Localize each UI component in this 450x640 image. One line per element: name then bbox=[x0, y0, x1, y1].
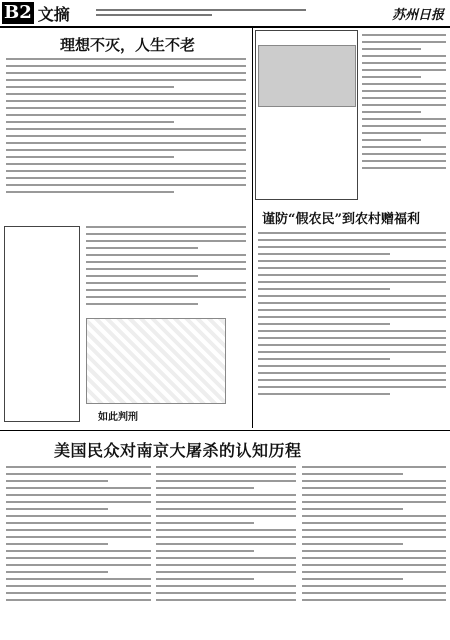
text-line bbox=[362, 34, 446, 36]
text-line bbox=[156, 543, 296, 545]
text-line bbox=[6, 121, 174, 123]
text-line bbox=[362, 160, 446, 162]
text-line bbox=[6, 114, 246, 116]
text-line bbox=[302, 592, 446, 594]
text-line bbox=[258, 358, 390, 360]
text-line bbox=[156, 515, 296, 517]
text-line bbox=[6, 72, 246, 74]
text-line bbox=[6, 522, 151, 524]
text-line bbox=[302, 585, 446, 587]
text-line bbox=[302, 522, 446, 524]
text-line bbox=[362, 111, 421, 113]
text-line bbox=[302, 480, 446, 482]
text-column bbox=[86, 226, 246, 314]
text-column bbox=[6, 58, 246, 218]
text-line bbox=[302, 494, 446, 496]
text-line bbox=[362, 125, 446, 127]
text-line bbox=[258, 393, 390, 395]
text-line bbox=[258, 316, 446, 318]
text-line bbox=[86, 226, 246, 228]
text-line bbox=[86, 303, 198, 305]
text-line bbox=[258, 330, 446, 332]
text-line bbox=[6, 184, 246, 186]
text-line bbox=[302, 515, 446, 517]
text-line bbox=[258, 267, 446, 269]
text-line bbox=[6, 592, 151, 594]
text-line bbox=[302, 501, 446, 503]
text-line bbox=[86, 261, 246, 263]
text-line bbox=[258, 351, 446, 353]
text-line bbox=[6, 135, 246, 137]
text-line bbox=[362, 153, 446, 155]
text-line bbox=[6, 177, 246, 179]
headline-bottom: 美国民众对南京大屠杀的认知历程 bbox=[54, 441, 302, 460]
text-line bbox=[6, 571, 108, 573]
text-line bbox=[156, 571, 296, 573]
text-line bbox=[6, 149, 246, 151]
text-line bbox=[258, 302, 446, 304]
text-line bbox=[362, 62, 446, 64]
text-line bbox=[156, 578, 254, 580]
text-line bbox=[6, 599, 151, 601]
placeholder-lines bbox=[156, 466, 296, 601]
text-line bbox=[6, 156, 174, 158]
text-line bbox=[6, 93, 246, 95]
text-column bbox=[6, 466, 151, 636]
text-line bbox=[362, 146, 446, 148]
text-line bbox=[6, 557, 151, 559]
text-line bbox=[302, 550, 446, 552]
photo bbox=[258, 45, 356, 107]
text-line bbox=[258, 274, 446, 276]
paper-name: 苏州日报 bbox=[391, 7, 444, 23]
text-line bbox=[258, 288, 390, 290]
text-line bbox=[302, 571, 446, 573]
text-line bbox=[156, 466, 296, 468]
text-line bbox=[6, 170, 246, 172]
text-line bbox=[302, 487, 446, 489]
placeholder-lines bbox=[86, 226, 246, 305]
text-line bbox=[86, 240, 246, 242]
placeholder-lines bbox=[302, 466, 446, 601]
text-line bbox=[302, 473, 403, 475]
text-line bbox=[156, 529, 296, 531]
meta-line bbox=[96, 9, 306, 11]
placeholder-lines bbox=[362, 34, 446, 169]
text-line bbox=[362, 90, 446, 92]
text-line bbox=[362, 167, 446, 169]
text-line bbox=[6, 163, 246, 165]
text-line bbox=[258, 344, 446, 346]
text-line bbox=[258, 253, 390, 255]
text-line bbox=[6, 473, 151, 475]
text-column bbox=[362, 34, 446, 204]
text-line bbox=[362, 97, 446, 99]
text-line bbox=[258, 295, 446, 297]
text-line bbox=[6, 501, 151, 503]
placeholder-lines bbox=[6, 466, 151, 601]
text-column bbox=[258, 232, 446, 422]
headline-right: 谨防“假农民”到农村赠福利 bbox=[262, 212, 420, 227]
text-line bbox=[156, 557, 296, 559]
text-line bbox=[6, 585, 151, 587]
text-line bbox=[156, 592, 296, 594]
text-line bbox=[362, 118, 446, 120]
text-line bbox=[362, 76, 421, 78]
text-line bbox=[302, 466, 446, 468]
text-line bbox=[6, 58, 246, 60]
text-line bbox=[86, 233, 246, 235]
text-line bbox=[156, 480, 296, 482]
text-line bbox=[362, 41, 446, 43]
text-line bbox=[6, 487, 151, 489]
text-line bbox=[258, 239, 446, 241]
text-line bbox=[362, 69, 446, 71]
masthead-meta bbox=[96, 6, 306, 19]
text-line bbox=[302, 578, 403, 580]
page-number: B2 bbox=[4, 2, 32, 23]
text-line bbox=[156, 473, 296, 475]
text-line bbox=[258, 232, 446, 234]
text-line bbox=[6, 564, 151, 566]
text-line bbox=[156, 494, 296, 496]
text-line bbox=[302, 599, 446, 601]
text-line bbox=[302, 543, 403, 545]
text-line bbox=[258, 379, 446, 381]
illustration bbox=[86, 318, 226, 404]
text-line bbox=[6, 79, 246, 81]
text-line bbox=[258, 365, 446, 367]
text-line bbox=[6, 536, 151, 538]
text-column bbox=[156, 466, 296, 636]
text-line bbox=[6, 508, 108, 510]
masthead bbox=[0, 0, 450, 28]
section-name: 文摘 bbox=[37, 4, 70, 24]
text-line bbox=[258, 309, 446, 311]
text-line bbox=[362, 104, 446, 106]
text-line bbox=[362, 48, 421, 50]
text-line bbox=[156, 550, 254, 552]
placeholder-lines bbox=[6, 58, 246, 193]
text-line bbox=[6, 543, 108, 545]
text-line bbox=[6, 578, 151, 580]
text-line bbox=[86, 289, 246, 291]
text-line bbox=[6, 128, 246, 130]
text-line bbox=[156, 508, 296, 510]
text-line bbox=[86, 268, 246, 270]
headline-middle: 如此判刑 bbox=[98, 412, 138, 423]
text-line bbox=[156, 585, 296, 587]
text-line bbox=[6, 550, 151, 552]
meta-line bbox=[96, 14, 212, 16]
text-line bbox=[86, 247, 198, 249]
text-line bbox=[6, 480, 108, 482]
text-line bbox=[6, 100, 246, 102]
text-line bbox=[362, 132, 446, 134]
text-line bbox=[258, 246, 446, 248]
text-line bbox=[6, 142, 246, 144]
text-line bbox=[6, 529, 151, 531]
text-line bbox=[6, 466, 151, 468]
text-line bbox=[156, 564, 296, 566]
text-line bbox=[156, 599, 296, 601]
text-line bbox=[86, 254, 246, 256]
text-line bbox=[302, 508, 403, 510]
text-line bbox=[258, 337, 446, 339]
text-line bbox=[362, 83, 446, 85]
text-column bbox=[302, 466, 446, 636]
text-line bbox=[302, 529, 446, 531]
placeholder-lines bbox=[258, 232, 446, 395]
column-divider bbox=[252, 28, 253, 428]
text-line bbox=[258, 260, 446, 262]
text-line bbox=[86, 296, 246, 298]
text-line bbox=[302, 557, 446, 559]
text-line bbox=[6, 494, 151, 496]
text-line bbox=[156, 522, 254, 524]
text-line bbox=[258, 281, 446, 283]
text-line bbox=[302, 536, 446, 538]
text-line bbox=[156, 536, 296, 538]
text-line bbox=[6, 86, 174, 88]
text-line bbox=[6, 515, 151, 517]
text-line bbox=[258, 386, 446, 388]
text-line bbox=[156, 501, 296, 503]
text-line bbox=[258, 372, 446, 374]
text-line bbox=[362, 55, 446, 57]
sidebar-box-left bbox=[4, 226, 80, 422]
masthead-left bbox=[0, 2, 70, 25]
text-line bbox=[6, 107, 246, 109]
headline-top: 理想不灭，人生不老 bbox=[60, 36, 196, 54]
text-line bbox=[258, 323, 390, 325]
text-line bbox=[156, 487, 254, 489]
text-line bbox=[86, 275, 198, 277]
section-divider bbox=[0, 430, 450, 431]
text-line bbox=[6, 65, 246, 67]
text-line bbox=[86, 282, 246, 284]
text-line bbox=[302, 564, 446, 566]
text-line bbox=[6, 191, 174, 193]
text-line bbox=[362, 139, 421, 141]
